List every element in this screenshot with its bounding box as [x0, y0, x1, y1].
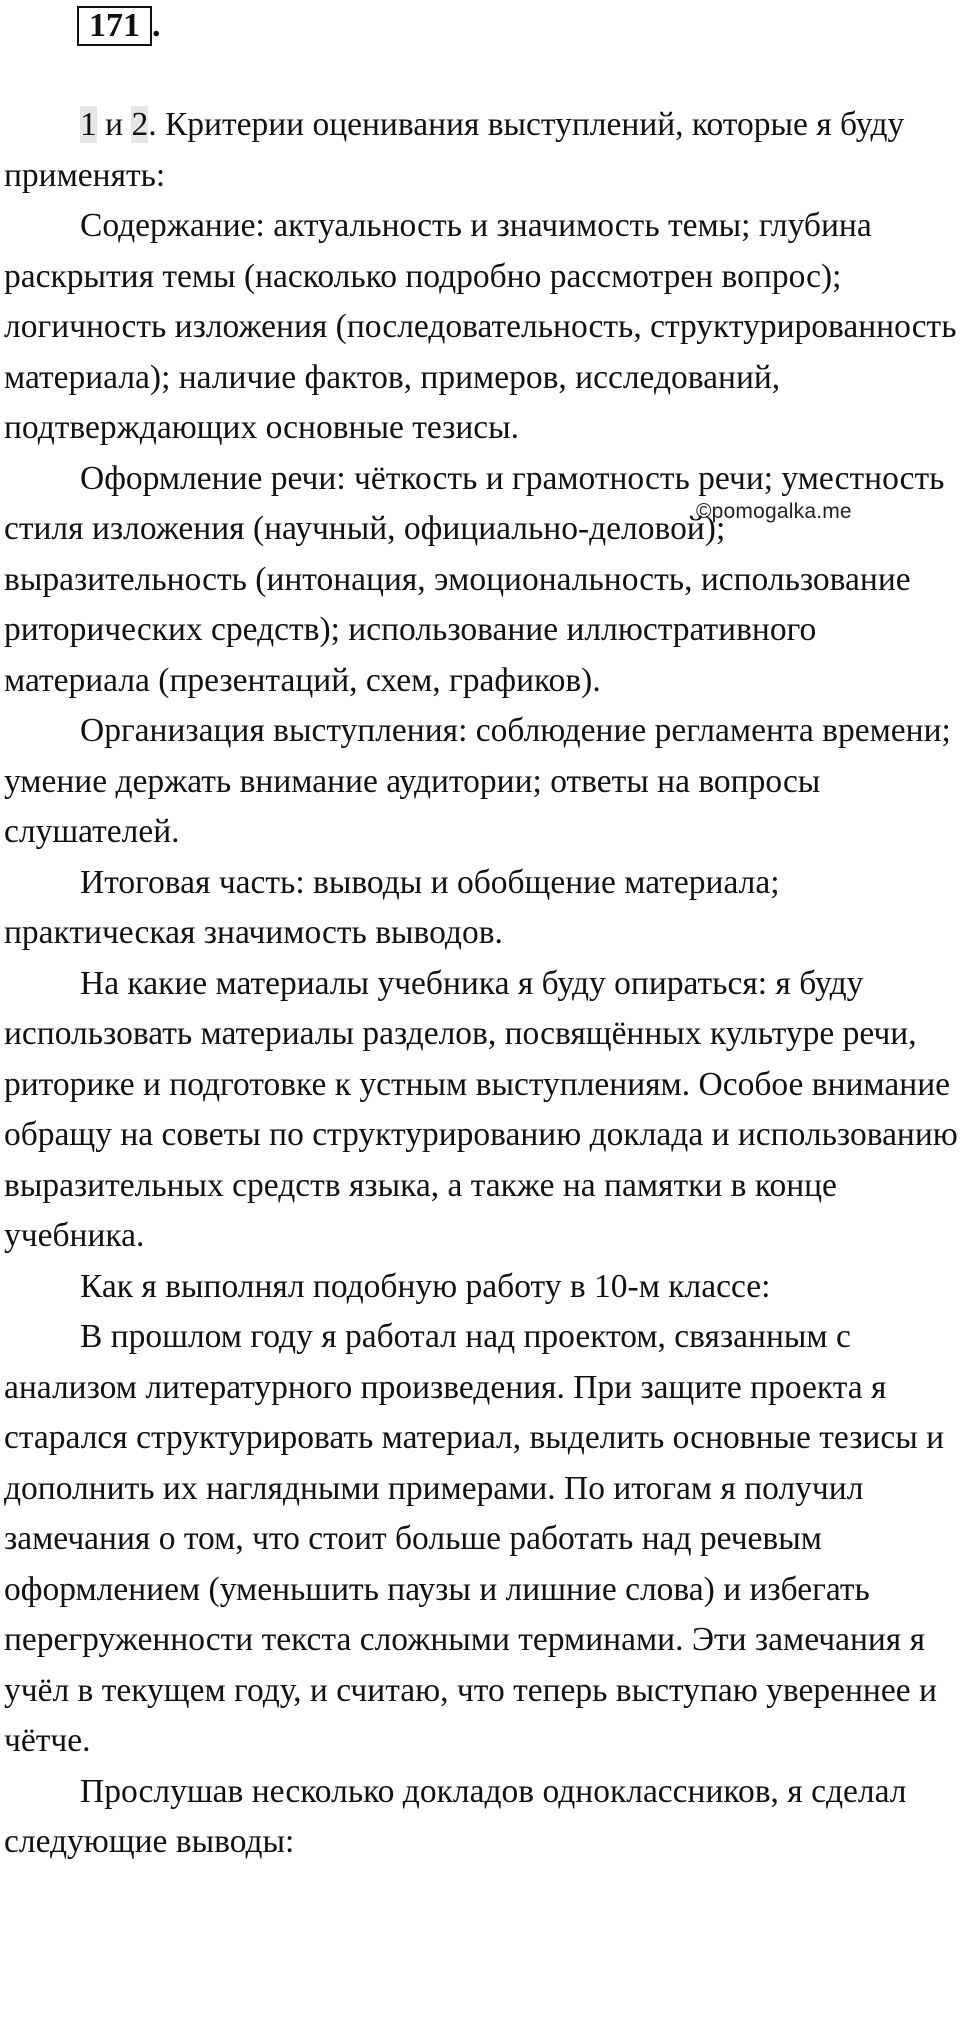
- item-number-2: 2: [131, 106, 149, 143]
- intro-conj: и: [96, 106, 132, 143]
- paragraph-final-part: Итоговая часть: выводы и обобщение материала; практическая значимость выводов.: [4, 863, 780, 951]
- paragraph-organization-criteria: Организация выступления: соблюдение регламента времени; умение держать внимание аудитории; ответы на вопросы слушателей.: [4, 712, 951, 850]
- task-number-box: 171: [77, 6, 152, 46]
- task-number: [77, 6, 161, 46]
- intro-text: . Критерии оценивания выступлений, которые я буду применять:: [4, 106, 905, 194]
- paragraph-content-criteria: Содержание: актуальность и значимость темы; глубина раскрытия темы (насколько подробно рассмотрен вопрос); логичность изложения (последовательность, структурированность материала); наличие фактов, примеров, исследований, подтверждающих основные тезисы.: [4, 207, 957, 446]
- item-number-1: 1: [80, 106, 97, 143]
- paragraph-previous-work: В прошлом году я работал над проектом, связанным с анализом литературного произведения. При защите проекта я старался структурировать материал, выделить основные тезисы и дополнить их наглядными примерами. По итогам я получил замечания о том, что стоит больше работать над речевым оформлением (уменьшить паузы и лишние слова) и избегать перегруженности текста сложными терминами. Эти замечания я учёл в текущем году, и считаю, что теперь выступаю увереннее и чётче.: [4, 1318, 945, 1759]
- watermark: ©pomogalka.me: [696, 500, 852, 523]
- paragraph-textbook-materials: На какие материалы учебника я буду опираться: я буду использовать материалы разделов, посвящённых культуре речи, риторике и подготовке к устным выступлениям. Особое внимание обращу на советы по структурированию доклада и использованию выразительных средств языка, а также на памятки в конце учебника.: [4, 964, 958, 1254]
- task-number-dot: .: [152, 7, 161, 44]
- answer-text: [4, 100, 958, 1868]
- paragraph-speech-criteria: Оформление речи: чёткость и грамотность речи; уместность стиля изложения (научный, официально-деловой); выразительность (интонация, эмоциональность, использование риторических средств); использование иллюстративного материала (презентаций, схем, графиков).: [4, 459, 945, 699]
- paragraph-conclusions: Прослушав несколько докладов одноклассников, я сделал следующие выводы:: [4, 1772, 907, 1860]
- intro-paragraph: [4, 100, 958, 201]
- paragraph-previous-work-heading: Как я выполнял подобную работу в 10-м классе:: [80, 1267, 771, 1305]
